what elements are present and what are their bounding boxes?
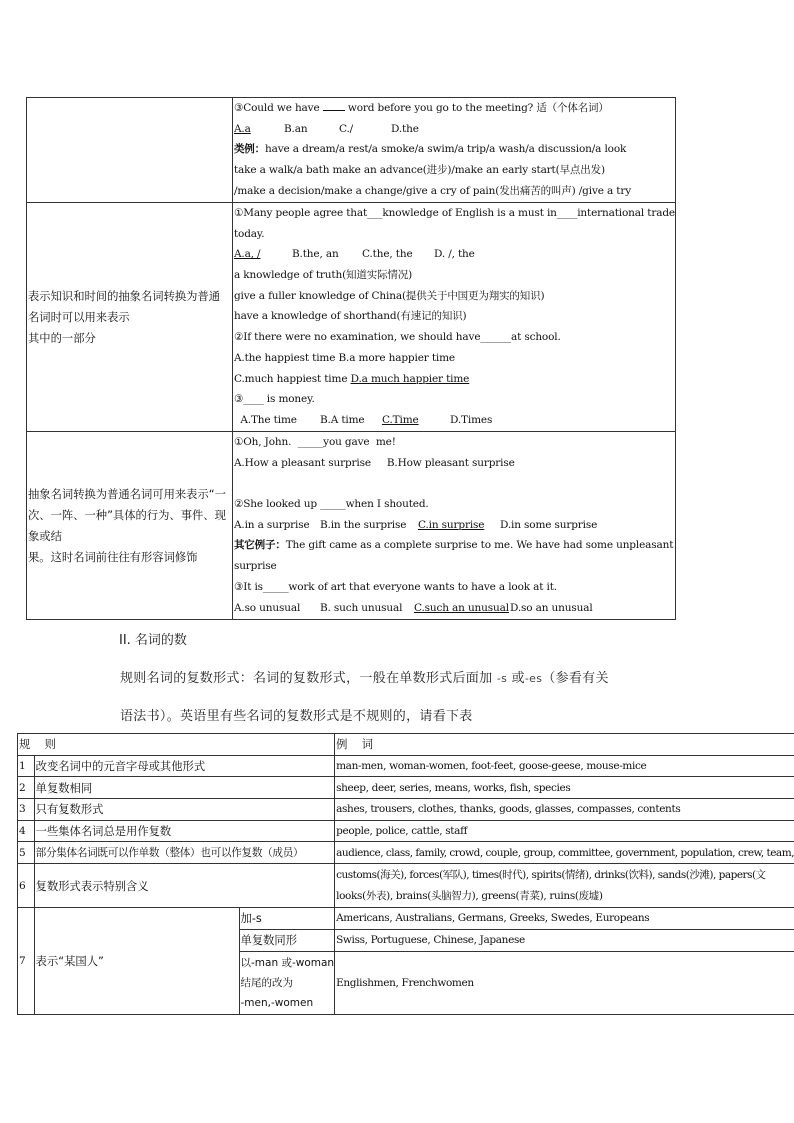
row-content	[232, 203, 675, 432]
rule-cell: 表示“某国人”	[34, 908, 239, 1014]
row-number: 5	[18, 842, 35, 864]
row-number: 3	[18, 799, 35, 821]
sub-rule-cell: 加-s	[239, 908, 335, 930]
row-number: 2	[18, 777, 35, 799]
example-cell: sheep, deer, series, means, works, fish, species	[335, 777, 794, 799]
grammar-table-abstract-nouns	[26, 97, 676, 620]
row-number: 4	[18, 820, 35, 842]
question-line: ③Could we have word before you go to the meeting? 适（个体名词）	[233, 98, 675, 119]
table-row	[27, 203, 676, 432]
question-line: ③It is_____work of art that everyone wants to have a look at it.	[233, 580, 557, 593]
table-row	[27, 432, 676, 620]
question-line: ①Many people agree that___knowledge of English is a must in____international trade	[233, 207, 675, 219]
sub-rule-cell	[239, 951, 335, 1014]
options-line: A.so unusual B. such unusual C.such an unusualD.so an unusual	[233, 601, 593, 614]
example-line: /make a decision/make a change/give a cry of pain(发出痛苦的叫声) /give a try	[233, 184, 632, 197]
example-cell	[335, 864, 794, 908]
header-rule: 规 则	[18, 734, 335, 756]
example-line: customs(海关), forces(军队), times(时代), spirits(情绪), drinks(饮料), sands(沙滩), papers(文	[336, 868, 766, 881]
example-line: looks(外表), brains(头脑智力), greens(青菜), ruins(废墟)	[336, 889, 603, 902]
rule-cell: 部分集体名词既可以作单数（整体）也可以作复数（成员）	[34, 842, 334, 864]
rule-cell: 单复数相同	[34, 777, 334, 799]
example-cell: man-men, woman-women, foot-feet, goose-geese, mouse-mice	[335, 755, 794, 777]
label-line: 抽象名词转换为普通名词可用来表示“一	[28, 487, 226, 501]
example-cell: ashes, trousers, clothes, thanks, goods, glasses, compasses, contents	[335, 799, 794, 821]
example-cell: people, police, cattle, staff	[335, 820, 794, 842]
table-row	[18, 799, 794, 821]
label-line: 象或结	[28, 529, 62, 543]
sub-rule-line: 以-man 或-woman	[240, 956, 335, 969]
rule-cell: 改变名词中的元音字母或其他形式	[34, 755, 334, 777]
example-line: a knowledge of truth(知道实际情况)	[233, 269, 413, 282]
example-line: surprise	[233, 560, 277, 573]
options-line: A.a B.an C./ D.the	[233, 122, 419, 135]
table-header-row	[18, 734, 794, 756]
rule-cell: 一些集体名词总是用作复数	[34, 820, 334, 842]
example-cell: Swiss, Portuguese, Chinese, Japanese	[335, 929, 794, 951]
question-line: ③____ is money.	[233, 393, 315, 406]
header-example: 例 词	[335, 734, 794, 756]
row-label	[27, 432, 233, 620]
options-line: A.The time B.A time C.Time D.Times	[233, 413, 493, 426]
table-row	[18, 908, 794, 930]
rule-cell: 只有复数形式	[34, 799, 334, 821]
sub-rule-line: -men,-women	[240, 996, 314, 1009]
example-cell: Englishmen, Frenchwomen	[335, 951, 794, 1014]
row-content	[232, 432, 675, 620]
label-line: 果。这时名词前往往有形容词修饰	[28, 550, 198, 564]
label-line: 表示知识和时间的抽象名词转换为普通	[28, 289, 221, 303]
options-line	[233, 473, 675, 494]
example-cell: audience, class, family, crowd, couple, group, committee, government, population, crew, team,	[335, 842, 794, 864]
question-line: ②She looked up _____when I shouted.	[233, 498, 429, 511]
options-line: C.much happiest time D.a much happier time	[233, 372, 470, 385]
example-cell: Americans, Australians, Germans, Greeks, Swedes, Europeans	[335, 908, 794, 930]
label-line: 名词时可以用来表示	[28, 310, 130, 324]
example-line: give a fuller knowledge of China(提供关于中国更为翔实的知识)	[233, 289, 545, 302]
section-paragraph-line-1: 规则名词的复数形式：名词的复数形式，一般在单数形式后面加 -s 或-es（参看有关	[120, 671, 609, 686]
options-line: A.in a surprise B.in the surprise C.in surprise D.in some surprise	[233, 518, 598, 531]
sub-rule-cell: 单复数同形	[239, 929, 335, 951]
row-number: 7	[18, 908, 35, 1014]
table-row	[18, 777, 794, 799]
question-line: ②If there were no examination, we should have______at school.	[233, 331, 561, 344]
table-row	[18, 864, 794, 908]
table-row	[18, 820, 794, 842]
rule-cell: 复数形式表示特别含义	[34, 864, 334, 908]
label-line: 次、一阵、一种”具体的行为、事件、现	[28, 508, 226, 522]
options-line: A.a, / B.the, an C.the, the D. /, the	[233, 248, 475, 261]
table-row	[18, 755, 794, 777]
label-line: 其中的一部分	[28, 331, 96, 345]
section-title: II. 名词的数	[119, 633, 187, 648]
example-line: take a walk/a bath make an advance(进步)/make an early start(早点出发)	[233, 164, 605, 177]
sub-rule-line: 结尾的改为	[240, 976, 294, 989]
question-line: ①Oh, John. _____you gave me!	[233, 436, 396, 448]
example-line: 其它例子：The gift came as a complete surprise to me. We have had some unpleasant	[233, 539, 674, 552]
question-line: today.	[233, 227, 265, 240]
section-paragraph-line-2: 语法书）。英语里有些名词的复数形式是不规则的，请看下表	[120, 709, 473, 724]
table-row	[27, 98, 676, 203]
row-label	[27, 203, 233, 432]
options-line: A.How a pleasant surprise B.How pleasant surprise	[233, 456, 515, 469]
plural-rules-table	[17, 733, 794, 1015]
example-line: have a knowledge of shorthand(有速记的知识)	[233, 310, 467, 323]
row-label-empty	[27, 98, 233, 203]
options-line: A.the happiest time B.a more happier time	[233, 351, 455, 364]
row-number: 1	[18, 755, 35, 777]
row-content	[232, 98, 675, 203]
table-row	[18, 842, 794, 864]
example-line: 类例：have a dream/a rest/a smoke/a swim/a trip/a wash/a discussion/a look	[233, 143, 627, 156]
row-number: 6	[18, 864, 35, 908]
